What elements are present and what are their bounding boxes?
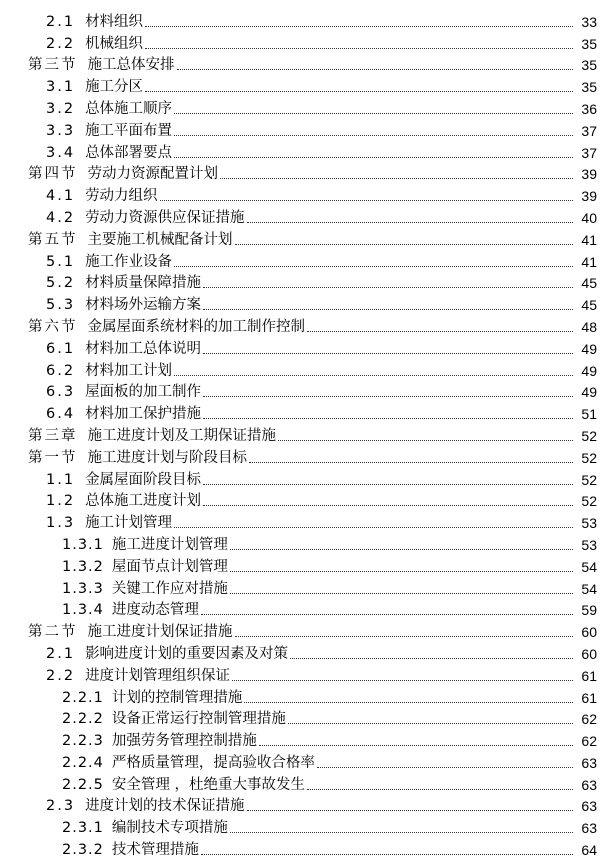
toc-entry-page: 53 (581, 536, 597, 553)
toc-entry-number: 1.2 (46, 493, 76, 510)
toc-entry[interactable] (0, 531, 609, 553)
toc-entry-number: 1.3.4 (62, 602, 104, 619)
dot-leader (249, 461, 573, 463)
dot-leader (307, 788, 573, 790)
toc-entry-number: 第三节 (28, 57, 78, 74)
toc-entry-page: 62 (581, 733, 597, 750)
toc-entry-title: 进度计划的技术保证措施 (85, 798, 245, 815)
toc-entry-page: 35 (581, 35, 597, 52)
toc-entry[interactable] (0, 597, 609, 619)
toc-entry-page: 48 (581, 318, 597, 335)
toc-entry-page: 52 (581, 427, 597, 444)
toc-entry[interactable] (0, 640, 609, 662)
toc-entry-title: 设备正常运行控制管理措施 (111, 711, 286, 728)
toc-entry[interactable] (0, 466, 609, 488)
dot-leader (203, 483, 573, 485)
toc-entry-number: 2.1 (46, 645, 76, 662)
dot-leader (230, 570, 573, 572)
toc-entry[interactable] (0, 248, 609, 270)
toc-entry-number: 4.1 (46, 188, 76, 205)
toc-entry-page: 52 (581, 493, 597, 510)
toc-entry[interactable] (0, 771, 609, 793)
toc-entry-title: 屋面节点计划管理 (111, 558, 228, 575)
toc-entry-number: 6.3 (46, 384, 76, 401)
toc-entry-page: 60 (581, 645, 597, 662)
toc-entry-title: 施工作业设备 (85, 253, 173, 270)
toc-entry-title: 严格质量管理，提高验收合格率 (111, 754, 315, 771)
toc-entry-page: 49 (581, 362, 597, 379)
toc-entry-title: 进度动态管理 (111, 602, 199, 619)
toc-entry[interactable] (0, 793, 609, 815)
dot-leader (230, 831, 573, 833)
toc-entry-number: 2.2 (46, 667, 76, 684)
dot-leader (288, 722, 573, 724)
toc-entry-title: 加强劳务管理控制措施 (111, 733, 257, 750)
toc-entry-number: 3.1 (46, 79, 76, 96)
toc-entry-number: 2.3.2 (62, 842, 104, 859)
toc-entry[interactable] (0, 73, 609, 95)
toc-entry[interactable] (0, 226, 609, 248)
toc-entry[interactable] (0, 117, 609, 139)
toc-entry[interactable] (0, 52, 609, 74)
toc-entry[interactable] (0, 379, 609, 401)
toc-entry[interactable] (0, 662, 609, 684)
dot-leader (230, 548, 573, 550)
toc-entry[interactable] (0, 400, 609, 422)
toc-entry-page: 41 (581, 253, 597, 270)
toc-entry[interactable] (0, 749, 609, 771)
dot-leader (145, 25, 573, 27)
toc-entry[interactable] (0, 618, 609, 640)
toc-entry-title: 屋面板的加工制作 (85, 384, 202, 401)
toc-entry-number: 2.3 (46, 798, 76, 815)
dot-leader (244, 701, 573, 703)
toc-entry-number: 3.2 (46, 100, 76, 117)
toc-entry-page: 63 (581, 776, 597, 793)
toc-entry-title: 总体施工顺序 (85, 100, 173, 117)
dot-leader (174, 526, 573, 528)
toc-entry-number: 1.3 (46, 515, 76, 532)
toc-entry-number: 5.2 (46, 275, 76, 292)
toc-entry[interactable] (0, 727, 609, 749)
toc-entry-page: 39 (581, 188, 597, 205)
toc-entry[interactable] (0, 204, 609, 226)
toc-entry-number: 第一节 (28, 449, 78, 466)
toc-entry-title: 材料加工保护措施 (85, 406, 202, 423)
toc-entry-page: 52 (581, 449, 597, 466)
dot-leader (203, 417, 573, 419)
toc-entry-number: 第二节 (28, 624, 78, 641)
toc-entry-number: 1.3.2 (62, 558, 104, 575)
toc-entry[interactable] (0, 95, 609, 117)
dot-leader (174, 374, 573, 376)
toc-entry-page: 63 (581, 820, 597, 837)
toc-entry-page: 45 (581, 297, 597, 314)
dot-leader (203, 352, 573, 354)
toc-entry-number: 第五节 (28, 231, 78, 248)
toc-entry-page: 54 (581, 580, 597, 597)
toc-entry-page: 39 (581, 166, 597, 183)
toc-entry-number: 第六节 (28, 318, 78, 335)
toc-entry-title: 总体施工进度计划 (85, 493, 202, 510)
dot-leader (145, 90, 573, 92)
toc-entry[interactable] (0, 313, 609, 335)
dot-leader (174, 112, 573, 114)
toc-entry-number: 2.2.5 (62, 776, 104, 793)
toc-entry-number: 5.3 (46, 297, 76, 314)
toc-entry[interactable] (0, 357, 609, 379)
toc-entry-page: 45 (581, 275, 597, 292)
toc-entry-number: 第三章 (28, 427, 78, 444)
toc-entry-page: 64 (581, 842, 597, 859)
toc-entry[interactable] (0, 836, 609, 858)
toc-entry[interactable] (0, 553, 609, 575)
dot-leader (247, 221, 573, 223)
toc-entry[interactable] (0, 182, 609, 204)
toc-entry-title: 施工进度计划与阶段目标 (87, 449, 247, 466)
toc-entry[interactable] (0, 161, 609, 183)
toc-entry-title: 金属屋面系统材料的加工制作控制 (87, 318, 305, 335)
toc-entry-title: 进度计划管理组织保证 (85, 667, 231, 684)
toc-entry-number: 2.2 (46, 35, 76, 52)
toc-entry-title: 编制技术专项措施 (111, 820, 228, 837)
toc-entry-page: 61 (581, 667, 597, 684)
toc-entry-page: 40 (581, 209, 597, 226)
dot-leader (259, 744, 573, 746)
toc-entry-title: 机械组织 (85, 35, 144, 52)
dot-leader (235, 635, 574, 637)
toc-entry-number: 1.3.1 (62, 536, 104, 553)
toc-entry[interactable] (0, 444, 609, 466)
toc-entry-title: 计划的控制管理措施 (111, 689, 243, 706)
dot-leader (203, 395, 573, 397)
dot-leader (145, 47, 573, 49)
toc-entry-title: 材料质量保障措施 (85, 275, 202, 292)
dot-leader (290, 657, 573, 659)
toc-entry-page: 63 (581, 754, 597, 771)
toc-entry-page: 37 (581, 144, 597, 161)
toc-entry-title: 材料场外运输方案 (85, 297, 202, 314)
toc-entry-title: 施工计划管理 (85, 515, 173, 532)
toc-entry[interactable] (0, 706, 609, 728)
dot-leader (201, 853, 573, 855)
dot-leader (177, 68, 574, 70)
toc-entry-number: 1.1 (46, 471, 76, 488)
dot-leader (174, 265, 573, 267)
toc-entry-title: 施工分区 (85, 79, 144, 96)
toc-entry[interactable] (0, 684, 609, 706)
toc-entry-page: 37 (581, 122, 597, 139)
toc-entry-title: 材料组织 (85, 13, 144, 30)
dot-leader (160, 199, 573, 201)
toc-entry-title: 影响进度计划的重要因素及对策 (85, 645, 289, 662)
dot-leader (230, 592, 573, 594)
toc-entry-title: 施工进度计划管理 (111, 536, 228, 553)
toc-entry-title: 施工进度计划保证措施 (87, 624, 233, 641)
toc-entry-page: 36 (581, 100, 597, 117)
dot-leader (203, 308, 573, 310)
toc-entry-page: 52 (581, 471, 597, 488)
toc-entry[interactable] (0, 814, 609, 836)
toc-entry-title: 施工总体安排 (87, 57, 175, 74)
toc-entry-page: 54 (581, 558, 597, 575)
toc-entry-page: 35 (581, 79, 597, 96)
toc-entry[interactable] (0, 270, 609, 292)
toc-entry-number: 第四节 (28, 166, 78, 183)
toc-entry[interactable] (0, 30, 609, 52)
toc-entry-title: 总体部署要点 (85, 144, 173, 161)
dot-leader (307, 330, 573, 332)
toc-entry-title: 金属屋面阶段目标 (85, 471, 202, 488)
toc-entry-number: 2.2.4 (62, 754, 104, 771)
toc-entry[interactable] (0, 335, 609, 357)
toc-entry-number: 3.3 (46, 122, 76, 139)
dot-leader (174, 134, 573, 136)
toc-entry-number: 4.2 (46, 209, 76, 226)
toc-entry[interactable] (0, 575, 609, 597)
toc-entry-page: 49 (581, 340, 597, 357)
toc-entry[interactable] (0, 488, 609, 510)
toc-entry[interactable] (0, 509, 609, 531)
toc-entry-page: 53 (581, 515, 597, 532)
dot-leader (201, 613, 573, 615)
toc-entry-number: 6.4 (46, 406, 76, 423)
toc-entry[interactable] (0, 291, 609, 313)
dot-leader (220, 177, 573, 179)
toc-entry-title: 关键工作应对措施 (111, 580, 228, 597)
toc-entry-page: 35 (581, 57, 597, 74)
toc-entry-page: 62 (581, 711, 597, 728)
toc-entry-number: 2.2.1 (62, 689, 104, 706)
toc-entry[interactable] (0, 8, 609, 30)
toc-entry-number: 2.2.3 (62, 733, 104, 750)
dot-leader (317, 766, 573, 768)
toc-entry-number: 2.3.1 (62, 820, 104, 837)
toc-entry-title: 材料加工计划 (85, 362, 173, 379)
toc-entry-title: 劳动力资源配置计划 (87, 166, 218, 183)
dot-leader (203, 504, 573, 506)
table-of-contents (0, 8, 609, 858)
dot-leader (247, 809, 573, 811)
dot-leader (232, 679, 573, 681)
toc-entry-number: 2.1 (46, 13, 76, 30)
toc-entry-page: 63 (581, 798, 597, 815)
dot-leader (174, 156, 573, 158)
toc-entry-title: 劳动力资源供应保证措施 (85, 209, 245, 226)
toc-entry[interactable] (0, 422, 609, 444)
toc-entry-title: 施工平面布置 (85, 122, 173, 139)
toc-entry[interactable] (0, 139, 609, 161)
toc-entry-page: 51 (581, 406, 597, 423)
toc-entry-title: 劳动力组织 (85, 188, 158, 205)
toc-entry-page: 49 (581, 384, 597, 401)
toc-entry-number: 6.1 (46, 340, 76, 357)
toc-entry-title: 材料加工总体说明 (85, 340, 202, 357)
toc-entry-number: 3.4 (46, 144, 76, 161)
toc-entry-title: 技术管理措施 (111, 842, 199, 859)
toc-entry-number: 5.1 (46, 253, 76, 270)
toc-entry-title: 主要施工机械配备计划 (87, 231, 233, 248)
toc-entry-number: 6.2 (46, 362, 76, 379)
dot-leader (278, 439, 573, 441)
toc-entry-number: 1.3.3 (62, 580, 104, 597)
dot-leader (235, 243, 574, 245)
toc-entry-page: 59 (581, 602, 597, 619)
toc-entry-page: 41 (581, 231, 597, 248)
toc-entry-title: 安全管理 ，杜绝重大事故发生 (111, 776, 306, 793)
toc-entry-page: 33 (581, 13, 597, 30)
toc-entry-page: 60 (581, 624, 597, 641)
toc-entry-title: 施工进度计划及工期保证措施 (87, 427, 276, 444)
dot-leader (203, 286, 573, 288)
toc-entry-page: 61 (581, 689, 597, 706)
toc-entry-number: 2.2.2 (62, 711, 104, 728)
